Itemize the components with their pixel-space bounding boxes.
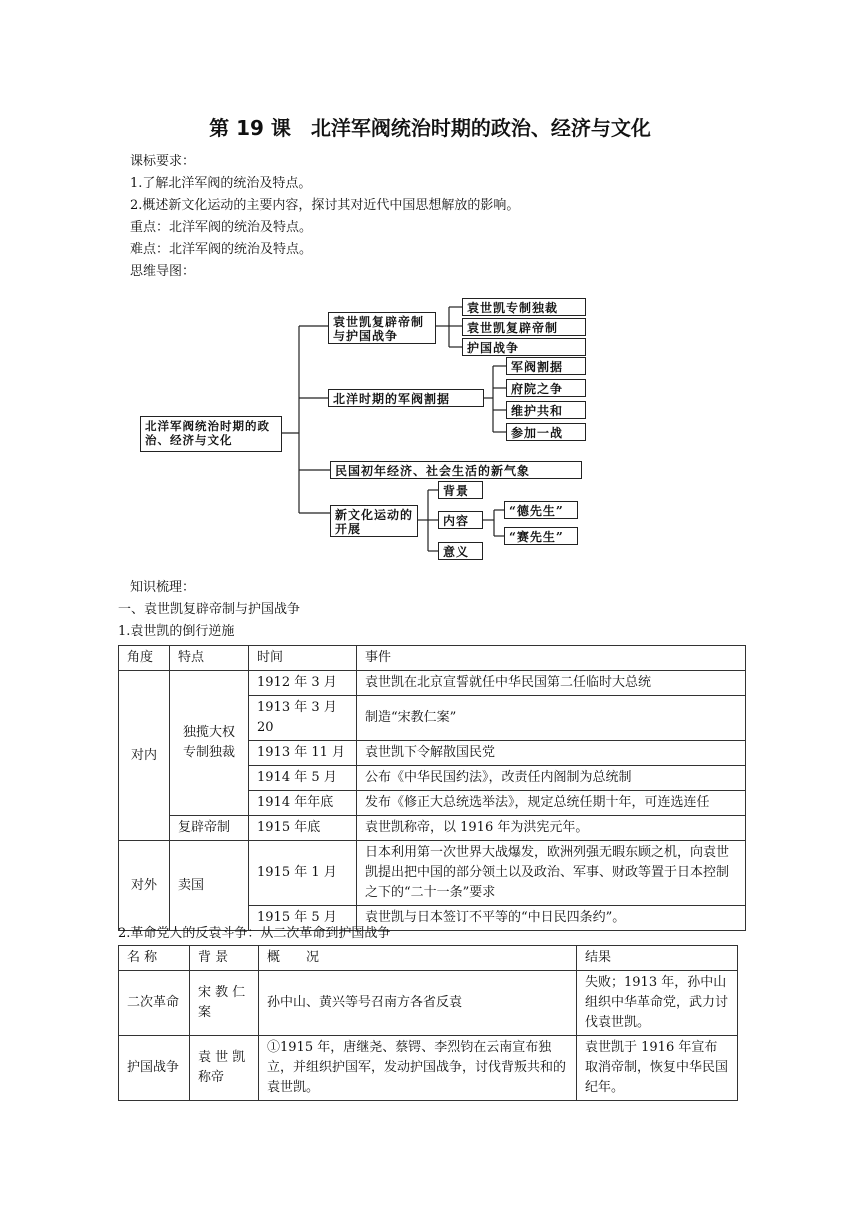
requirements-label: 课标要求： xyxy=(130,154,196,169)
time-cell: 1912 年 3 月 xyxy=(249,671,357,696)
section-heading-1: 一、袁世凯复辟帝制与护国战争 xyxy=(118,602,301,617)
event-cell: 日本利用第一次世界大战爆发，欧洲列强无暇东顾之机，向袁世凯提出把中国的部分领土以及政治、军事、财政等置于日本控制之下的“二十一条”要求 xyxy=(357,841,746,906)
event-cell: 袁世凯在北京宣誓就任中华民国第二任临时大总统 xyxy=(357,671,746,696)
header-cell: 概 况 xyxy=(259,946,577,971)
table-header-row xyxy=(119,946,738,971)
key-point: 重点：北洋军阀的统治及特点。 xyxy=(130,220,313,235)
header-cell: 特点 xyxy=(170,646,249,671)
time-cell: 1914 年 5 月 xyxy=(249,766,357,791)
aspect-cell: 对内 xyxy=(119,671,170,841)
table-row xyxy=(119,1036,738,1101)
event-cell: 袁世凯与日本签订不平等的“中日民四条约”。 xyxy=(357,906,746,931)
event-cell: 袁世凯称帝，以 1916 年为洪宪元年。 xyxy=(357,816,746,841)
mind-map-connectors xyxy=(0,0,860,600)
header-cell: 名 称 xyxy=(119,946,190,971)
mindmap-node-separatism: 军阀割据 xyxy=(506,357,586,375)
mindmap-node-science: “赛先生” xyxy=(504,527,578,545)
header-cell: 时间 xyxy=(249,646,357,671)
result-cell: 袁世凯于 1916 年宣布取消帝制，恢复中华民国纪年。 xyxy=(577,1036,738,1101)
yuan-actions-table xyxy=(118,645,746,931)
event-cell: 公布《中华民国约法》，改责任内阁制为总统制 xyxy=(357,766,746,791)
difficulty-point: 难点：北洋军阀的统治及特点。 xyxy=(130,242,313,257)
summary-cell: ①1915 年，唐继尧、蔡锷、李烈钧在云南宣布独立，并组织护国军，发动护国战争，讨伐背叛共和的袁世凯。 xyxy=(259,1036,577,1101)
time-cell: 1913 年 3 月 20 xyxy=(249,696,357,741)
mindmap-node-content: 内容 xyxy=(438,511,483,529)
table-row xyxy=(119,671,746,696)
mindmap-node-democracy: “德先生” xyxy=(504,501,578,519)
background-cell: 宋 教 仁 案 xyxy=(190,971,259,1036)
header-cell: 角度 xyxy=(119,646,170,671)
subheading-1: 1.袁世凯的倒行逆施 xyxy=(118,624,235,639)
trait-cell: 复辟帝制 xyxy=(170,816,249,841)
name-cell: 二次革命 xyxy=(119,971,190,1036)
requirement-2: 2.概述新文化运动的主要内容，探讨其对近代中国思想解放的影响。 xyxy=(130,198,520,213)
table-row xyxy=(119,971,738,1036)
name-cell: 护国战争 xyxy=(119,1036,190,1101)
table-row xyxy=(119,816,746,841)
time-cell: 1915 年 1 月 xyxy=(249,841,357,906)
mindmap-branch-new-culture: 新文化运动的开展 xyxy=(330,505,418,537)
summary-cell: 孙中山、黄兴等号召南方各省反袁 xyxy=(259,971,577,1036)
time-cell: 1915 年底 xyxy=(249,816,357,841)
mindmap-node-protect-war: 护国战争 xyxy=(462,338,586,356)
event-cell: 发布《修正大总统选举法》，规定总统任期十年，可连选连任 xyxy=(357,791,746,816)
page-title: 第 19 课 北洋军阀统治时期的政治、经济与文化 xyxy=(209,116,651,140)
trait-cell: 独揽大权专制独裁 xyxy=(170,671,249,816)
mindmap-node-ww1: 参加一战 xyxy=(506,423,586,441)
aspect-cell: 对外 xyxy=(119,841,170,931)
background-cell: 袁 世 凯 称帝 xyxy=(190,1036,259,1101)
requirement-1: 1.了解北洋军阀的统治及特点。 xyxy=(130,176,312,191)
mindmap-branch-warlords: 北洋时期的军阀割据 xyxy=(328,389,484,407)
mindmap-root: 北洋军阀统治时期的政治、经济与文化 xyxy=(140,416,282,452)
mindmap-node-autocracy: 袁世凯专制独裁 xyxy=(462,298,586,316)
table-header-row xyxy=(119,646,746,671)
table-row xyxy=(119,841,746,906)
header-cell: 背 景 xyxy=(190,946,259,971)
mindmap-label: 思维导图： xyxy=(130,264,196,279)
mindmap-branch-yuan: 袁世凯复辟帝制与护国战争 xyxy=(328,312,436,344)
header-cell: 事件 xyxy=(357,646,746,671)
knowledge-label: 知识梳理： xyxy=(130,580,196,595)
time-cell: 1914 年年底 xyxy=(249,791,357,816)
mindmap-node-republic: 维护共和 xyxy=(506,401,586,419)
mindmap-branch-economy: 民国初年经济、社会生活的新气象 xyxy=(330,461,582,479)
anti-yuan-table xyxy=(118,945,738,1101)
trait-cell: 卖国 xyxy=(170,841,249,931)
result-cell: 失败；1913 年，孙中山组织中华革命党，武力讨伐袁世凯。 xyxy=(577,971,738,1036)
event-cell: 袁世凯下令解散国民党 xyxy=(357,741,746,766)
mindmap-node-restoration: 袁世凯复辟帝制 xyxy=(462,318,586,336)
mindmap-node-background: 背景 xyxy=(438,481,483,499)
header-cell: 结果 xyxy=(577,946,738,971)
subheading-2: 2.革命党人的反袁斗争：从二次革命到护国战争 xyxy=(118,926,391,941)
time-cell: 1915 年 5 月 xyxy=(249,906,357,931)
mindmap-node-cabinet-dispute: 府院之争 xyxy=(506,379,586,397)
time-cell: 1913 年 11 月 xyxy=(249,741,357,766)
event-cell: 制造“宋教仁案” xyxy=(357,696,746,741)
mindmap-node-significance: 意义 xyxy=(438,542,483,560)
